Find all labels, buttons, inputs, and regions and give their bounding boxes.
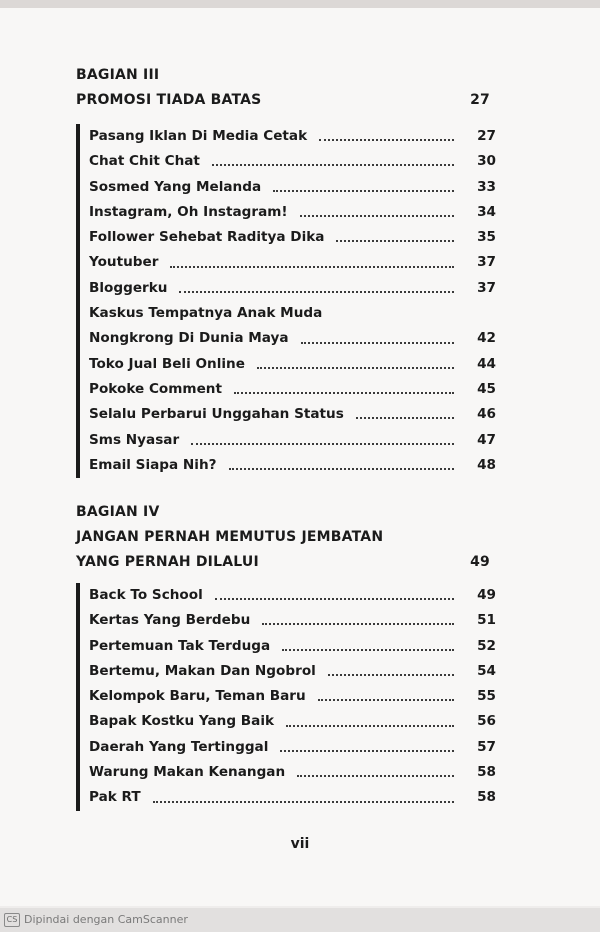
camscanner-watermark (4, 912, 188, 928)
toc-entry-title: Pak RT (89, 789, 141, 806)
toc-entry-title: Pasang Iklan Di Media Cetak (89, 128, 308, 144)
part-4-contents (76, 583, 500, 811)
part-4-title-line-1: JANGAN PERNAH MEMUTUS JEMBATAN (76, 529, 384, 545)
toc-entry (80, 684, 500, 709)
toc-entry-title: Sosmed Yang Melanda (89, 178, 262, 195)
toc-entry (80, 326, 500, 351)
toc-entry (80, 583, 500, 608)
toc-entry-title: Instagram, Oh Instagram! (89, 203, 288, 220)
toc-entry-page: 37 (477, 279, 496, 296)
dot-leader (170, 265, 454, 268)
toc-entry-page: 35 (477, 229, 496, 246)
toc-entry-title: Warung Makan Kenangan (89, 764, 286, 781)
page-number: vii (290, 836, 310, 852)
dot-leader (301, 341, 454, 344)
dot-leader (257, 366, 454, 369)
dot-leader (234, 391, 454, 394)
toc-entry (80, 250, 500, 275)
dot-leader (212, 163, 454, 166)
toc-entry-title: Kelompok Baru, Teman Baru (89, 688, 306, 705)
part-4-title-line-2 (76, 550, 496, 575)
part-3-title: PROMOSI TIADA BATAS (76, 92, 262, 108)
toc-entry-title: Toko Jual Beli Online (89, 355, 245, 372)
toc-entry-title: Bertemu, Makan Dan Ngobrol (89, 662, 316, 679)
dot-leader (262, 622, 454, 625)
toc-entry-page: 49 (477, 587, 496, 603)
toc-entry-title: Pokoke Comment (89, 380, 222, 397)
toc-entry (80, 175, 500, 200)
toc-entry-page: 47 (477, 431, 496, 448)
part-3-heading: BAGIAN III (76, 67, 160, 83)
part-4-heading: BAGIAN IV (76, 504, 160, 520)
toc-entry (80, 124, 500, 149)
toc-entry-title: Kertas Yang Berdebu (89, 612, 251, 629)
part-4-header (76, 500, 496, 575)
toc-entry-page: 42 (477, 330, 496, 347)
dot-leader (280, 749, 454, 752)
toc-entry-title: Bloggerku (89, 279, 168, 296)
toc-entry-page: 57 (477, 738, 496, 755)
toc-entry-title: Daerah Yang Tertinggal (89, 738, 269, 755)
part-3-header (76, 63, 496, 113)
toc-entry (80, 785, 500, 810)
toc-entry-page: 30 (477, 153, 496, 170)
toc-entry (80, 453, 500, 478)
dot-leader (297, 774, 454, 777)
part-3-contents (76, 124, 500, 478)
toc-entry (80, 634, 500, 659)
toc-entry (80, 377, 500, 402)
dot-leader (336, 239, 454, 242)
toc-entry-title: Nongkrong Di Dunia Maya (89, 330, 289, 347)
part-3-page: 27 (470, 92, 490, 108)
toc-entry-page: 51 (477, 612, 496, 629)
part-3-title-line (76, 88, 496, 113)
watermark-text: Dipindai dengan CamScanner (24, 913, 188, 926)
toc-entry (80, 149, 500, 174)
dot-leader (179, 290, 454, 293)
toc-entry-title: Email Siapa Nih? (89, 456, 217, 473)
toc-entry (80, 735, 500, 760)
toc-entry-page: 44 (477, 355, 496, 372)
part-4-title: YANG PERNAH DILALUI (76, 554, 259, 570)
dot-leader (153, 800, 454, 803)
dot-leader (300, 214, 454, 217)
toc-entry-title: Selalu Perbarui Unggahan Status (89, 406, 344, 423)
toc-entry (80, 276, 500, 301)
toc-entry (80, 659, 500, 684)
toc-entry-title: Follower Sehebat Raditya Dika (89, 229, 325, 246)
dot-leader (282, 648, 454, 651)
toc-entry-page: 46 (477, 406, 496, 423)
toc-entry (80, 709, 500, 734)
dot-leader (273, 189, 454, 192)
dot-leader (229, 467, 454, 470)
toc-entry-title: Chat Chit Chat (89, 153, 200, 170)
toc-entry-title: Pertemuan Tak Terduga (89, 637, 271, 654)
dot-leader (328, 673, 454, 676)
dot-leader (215, 597, 454, 600)
toc-entry (80, 760, 500, 785)
toc-entry (80, 428, 500, 453)
toc-entry-title: Youtuber (89, 254, 159, 271)
dot-leader (286, 724, 454, 727)
toc-entry-title: Bapak Kostku Yang Baik (89, 713, 275, 730)
toc-entry (80, 402, 500, 427)
dot-leader (318, 698, 454, 701)
toc-entry-page: 45 (477, 380, 496, 397)
dot-leader (191, 442, 454, 445)
toc-entry-page: 37 (477, 254, 496, 271)
toc-entry-page: 55 (477, 688, 496, 705)
toc-entry-title: Back To School (89, 587, 203, 603)
toc-entry (80, 301, 500, 326)
toc-entry (80, 352, 500, 377)
toc-entry-page: 58 (477, 764, 496, 781)
toc-entry-title: Kaskus Tempatnya Anak Muda (89, 305, 323, 322)
toc-entry-title: Sms Nyasar (89, 431, 180, 448)
dot-leader (319, 138, 454, 141)
toc-entry-page: 34 (477, 203, 496, 220)
toc-entry (80, 225, 500, 250)
toc-entry-page: 33 (477, 178, 496, 195)
camscanner-logo-icon: CS (4, 913, 20, 927)
toc-entry (80, 608, 500, 633)
toc-entry-page: 52 (477, 637, 496, 654)
toc-entry-page: 58 (477, 789, 496, 806)
toc-entry-page: 27 (477, 128, 496, 144)
toc-entry-page: 56 (477, 713, 496, 730)
dot-leader (356, 416, 454, 419)
part-4-page: 49 (470, 554, 490, 570)
toc-entry (80, 200, 500, 225)
toc-entry-page: 54 (477, 662, 496, 679)
book-page (0, 8, 600, 906)
toc-entry-page: 48 (477, 456, 496, 473)
